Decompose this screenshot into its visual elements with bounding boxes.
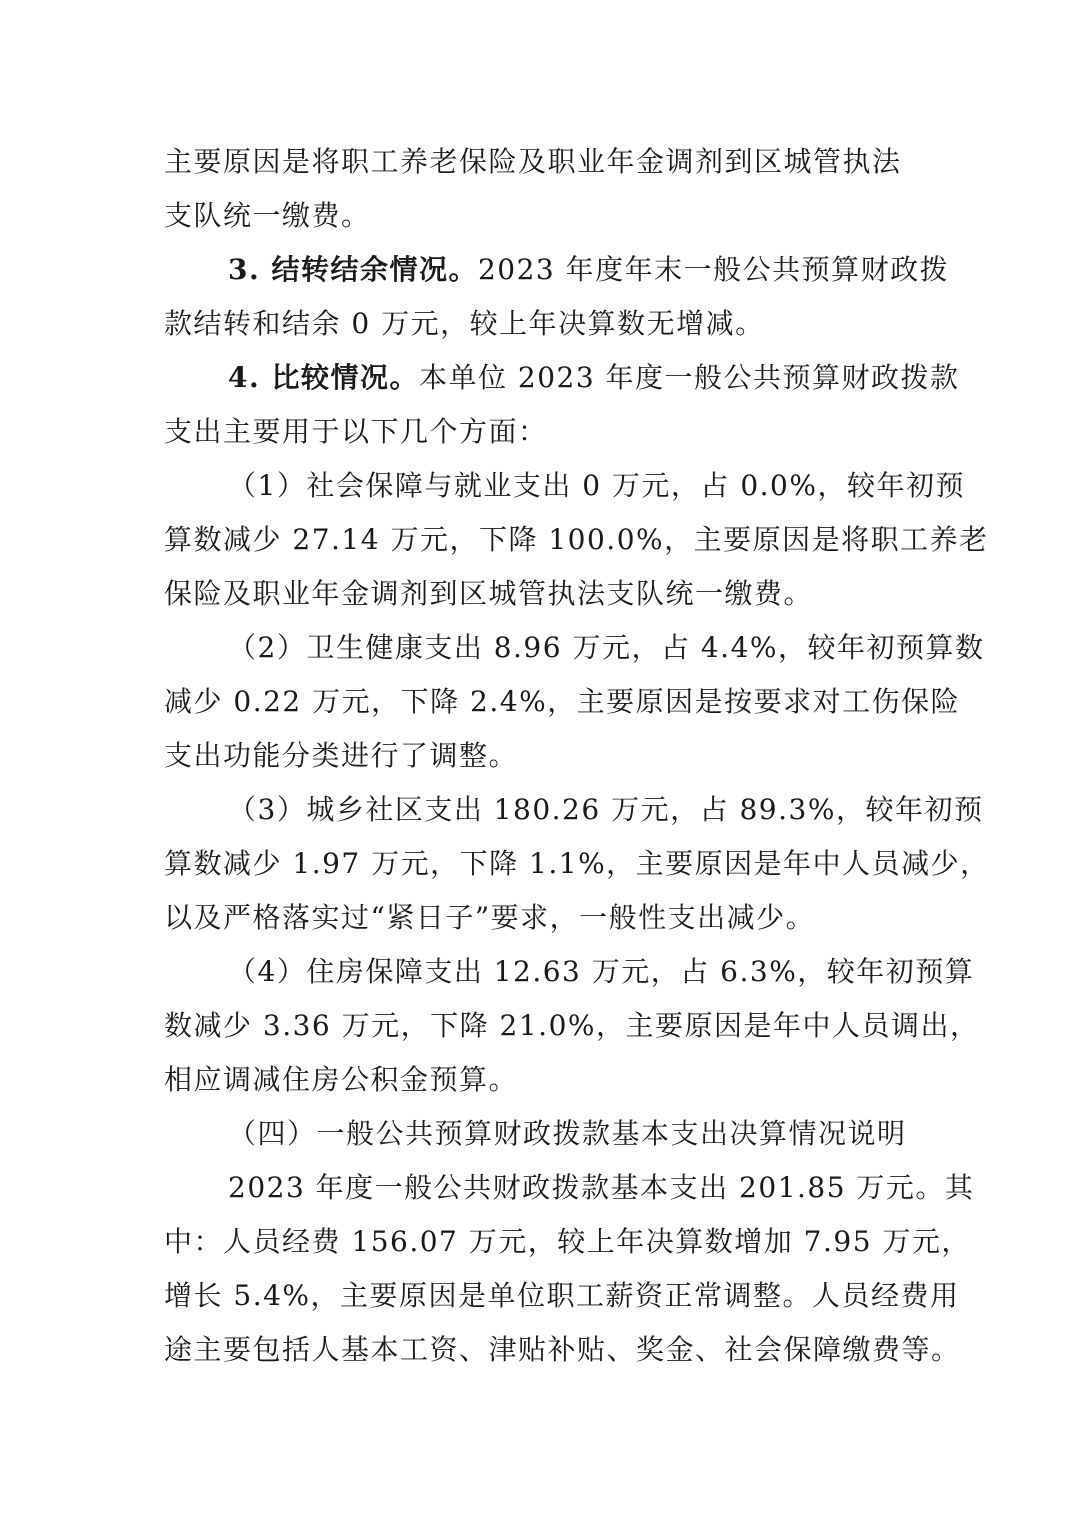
text-line: 中：人员经费 156.07 万元，较上年决算数增加 7.95 万元，	[164, 1225, 971, 1258]
text-line: 途主要包括人基本工资、津贴补贴、奖金、社会保障缴费等。	[164, 1333, 961, 1366]
text-line: 增长 5.4%，主要原因是单位职工薪资正常调整。人员经费用	[164, 1279, 960, 1312]
text-span: 2023 年度年末一般公共预算财政拨	[477, 253, 950, 286]
text-line: 支队统一缴费。	[164, 199, 371, 232]
paragraph-line	[228, 360, 978, 396]
text-line: （4）住房保障支出 12.63 万元，占 6.3%，较年初预算	[228, 955, 975, 988]
text-line: 减少 0.22 万元，下降 2.4%，主要原因是按要求对工伤保险	[164, 685, 961, 718]
section-heading: 4. 比较情况。	[228, 361, 419, 394]
text-line: 相应调减住房公积金预算。	[164, 1063, 519, 1096]
paragraph-line	[228, 252, 978, 288]
text-line: 算数减少 27.14 万元，下降 100.0%，主要原因是将职工养老	[164, 523, 989, 556]
text-line: （3）城乡社区支出 180.26 万元，占 89.3%，较年初预	[228, 793, 984, 826]
text-line: 算数减少 1.97 万元，下降 1.1%，主要原因是年中人员减少，	[164, 847, 990, 880]
text-span: 本单位 2023 年度一般公共预算财政拨款	[418, 361, 960, 394]
text-line: 数减少 3.36 万元，下降 21.0%，主要原因是年中人员调出，	[164, 1009, 980, 1042]
text-line: （2）卫生健康支出 8.96 万元，占 4.4%，较年初预算数	[228, 631, 985, 664]
text-line: 款结转和结余 0 万元，较上年决算数无增减。	[164, 307, 765, 340]
text-line: 以及严格落实过“紧日子”要求，一般性支出减少。	[164, 901, 816, 934]
text-line: 主要原因是将职工养老保险及职业年金调剂到区城管执法	[164, 145, 902, 178]
text-line: 保险及职业年金调剂到区城管执法支队统一缴费。	[164, 577, 814, 610]
text-line: 2023 年度一般公共财政拨款基本支出 201.85 万元。其	[228, 1171, 975, 1204]
text-line: （1）社会保障与就业支出 0 万元，占 0.0%，较年初预	[228, 469, 965, 502]
section-heading: 3. 结转结余情况。	[228, 253, 478, 286]
section-heading: （四）一般公共预算财政拨款基本支出决算情况说明	[228, 1117, 907, 1150]
text-line: 支出功能分类进行了调整。	[164, 739, 519, 772]
text-line: 支出主要用于以下几个方面：	[164, 415, 548, 448]
